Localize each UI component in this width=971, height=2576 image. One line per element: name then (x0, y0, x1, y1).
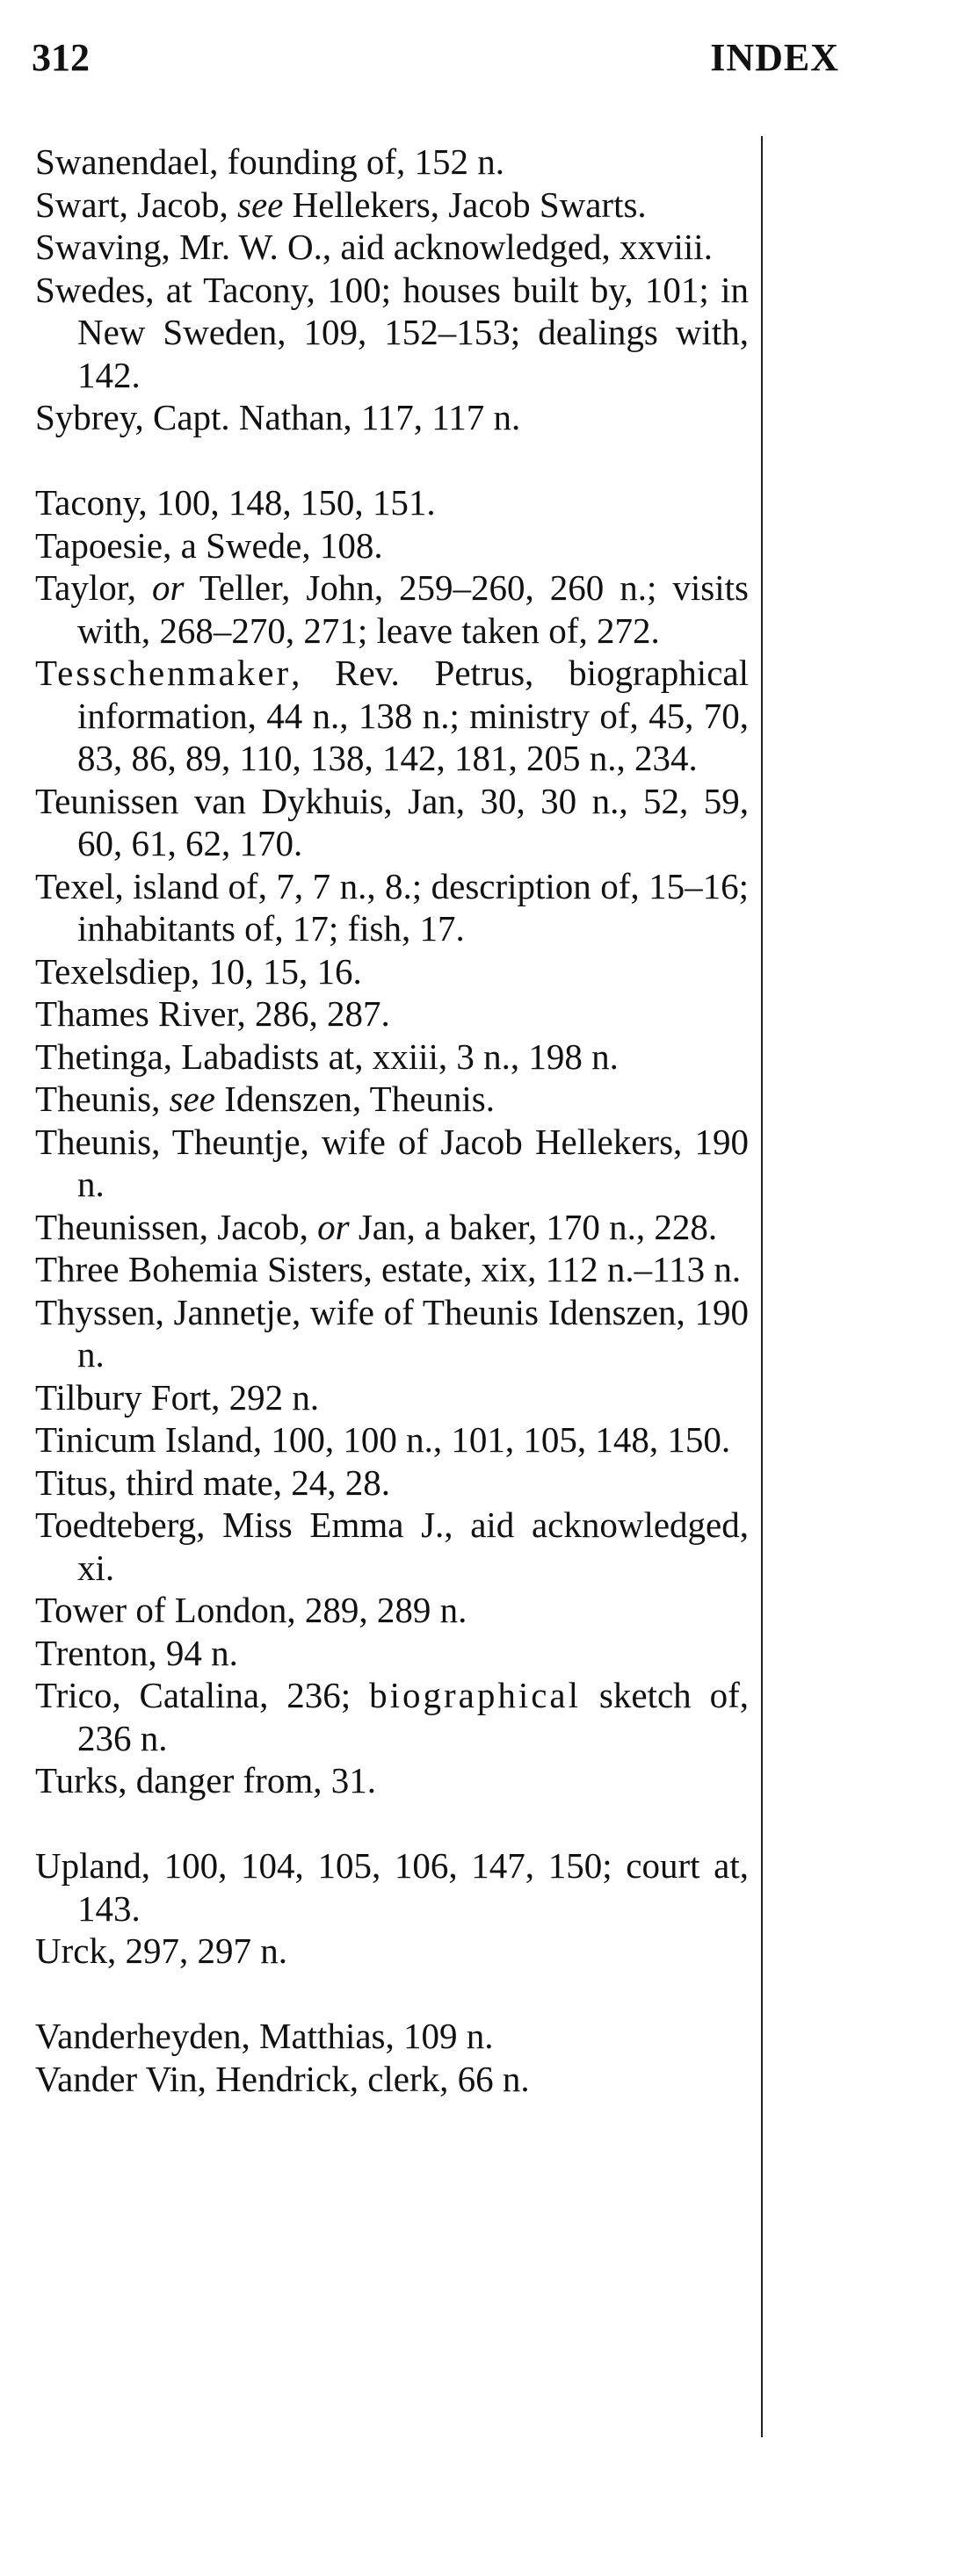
index-entry: Swart, Jacob, see Hellekers, Jacob Swarts. (35, 184, 647, 225)
index-entry: Texel, island of, 7, 7 n., 8.; description of, 15–16; inhabitants of, 17; fish, 17. (35, 865, 749, 949)
index-entry: Tilbury Fort, 292 n. (35, 1376, 320, 1418)
index-entry: Theunissen, Jacob, or Jan, a baker, 170 n., 228. (35, 1206, 718, 1247)
index-entry: Turks, danger from, 31. (35, 1760, 376, 1800)
index-entry: Vanderheyden, Matthias, 109 n. (35, 2016, 494, 2056)
index-entry: Thames River, 286, 287. (35, 993, 390, 1034)
index-entry: Thyssen, Jannetje, wife of Theunis Idenszen, 190 n. (35, 1291, 749, 1375)
index-entry: Upland, 100, 104, 105, 106, 147, 150; court at, 143. (35, 1845, 749, 1929)
column-rule (761, 136, 763, 2437)
index-entry: Sybrey, Capt. Nathan, 117, 117 n. (35, 397, 521, 437)
index-entry: Trenton, 94 n. (35, 1632, 238, 1673)
index-entry: Swaving, Mr. W. O., aid acknowledged, xxviii. (35, 227, 713, 267)
index-entry: Tesschenmaker, Rev. Petrus, biographical information, 44 n., 138 n.; ministry of, 45, 70, 83, 86, 89, 110, 138, 142, 181, 205 n., 234. (35, 653, 749, 778)
index-entry: Trico, Catalina, 236; biographical sketch of, 236 n. (35, 1675, 749, 1758)
index-entry: Tacony, 100, 148, 150, 151. (35, 482, 436, 523)
index-entry: Tapoesie, a Swede, 108. (35, 524, 383, 566)
index-entry: Thetinga, Labadists at, xxiii, 3 n., 198 n. (35, 1035, 619, 1077)
index-entry: Urck, 297, 297 n. (35, 1930, 287, 1971)
index-entry: Titus, third mate, 24, 28. (35, 1461, 390, 1503)
index-entry: Swedes, at Tacony, 100; houses built by, 101; in New Sweden, 109, 152–153; dealings with, 142. (35, 269, 749, 395)
running-head: INDEX (710, 36, 839, 79)
index-entry: Three Bohemia Sisters, estate, xix, 112 n.–113 n. (35, 1249, 742, 1289)
index-entry: Taylor, or Teller, John, 259–260, 260 n.; visits with, 268–270, 271; leave taken of, 272. (35, 567, 749, 651)
index-entry: Theunis, Theuntje, wife of Jacob Hellekers, 190 n. (35, 1121, 749, 1204)
letter-gap (35, 439, 749, 482)
index-entry: Vander Vin, Hendrick, clerk, 66 n. (35, 2058, 530, 2099)
index-entry: Theunis, see Idenszen, Theunis. (35, 1079, 496, 1119)
index-entry: Toedteberg, Miss Emma J., aid acknowledged, xi. (35, 1504, 749, 1588)
index-entry: Tinicum Island, 100, 100 n., 101, 105, 148, 150. (35, 1419, 731, 1460)
index-column (35, 141, 749, 2100)
letter-gap (35, 1973, 749, 2016)
index-entry: Teunissen van Dykhuis, Jan, 30, 30 n., 52, 59, 60, 61, 62, 170. (35, 780, 749, 863)
page-number: 312 (32, 36, 90, 79)
index-entry: Texelsdiep, 10, 15, 16. (35, 950, 362, 992)
letter-gap (35, 1802, 749, 1845)
index-entry: Swanendael, founding of, 152 n. (35, 141, 505, 182)
index-entry: Tower of London, 289, 289 n. (35, 1590, 467, 1630)
